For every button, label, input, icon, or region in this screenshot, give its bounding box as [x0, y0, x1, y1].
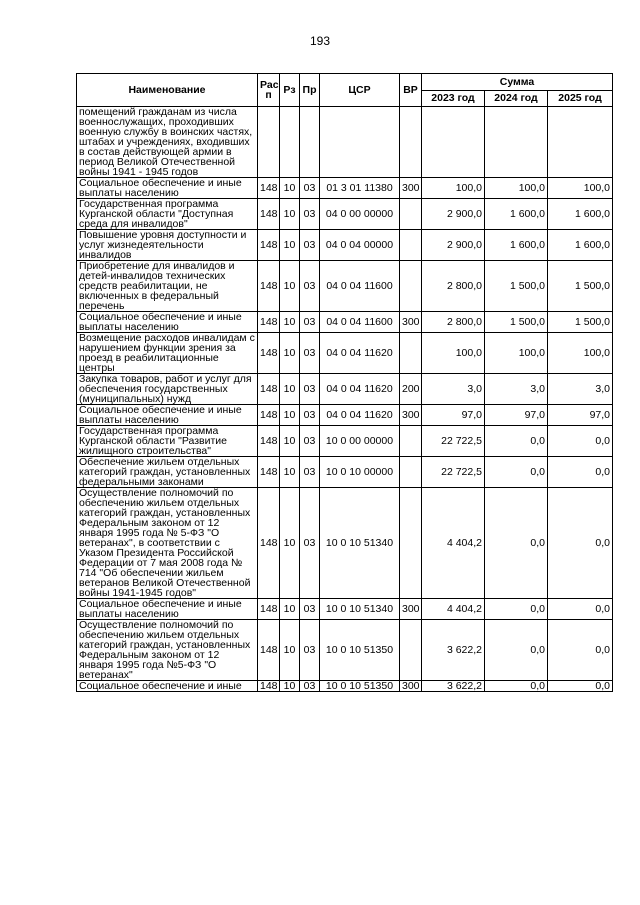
cell-2023: 3 622,2 [422, 620, 485, 681]
table-row [77, 426, 613, 457]
cell-rasp [258, 107, 280, 178]
cell-2023: 2 900,0 [422, 230, 485, 261]
header-csr: ЦСР [320, 74, 400, 107]
cell-2023: 2 900,0 [422, 199, 485, 230]
header-pr: Пр [300, 74, 320, 107]
cell-pr: 03 [300, 333, 320, 374]
cell-2025: 0,0 [548, 681, 613, 692]
cell-name: Социальное обеспечение и иные выплаты населению [77, 599, 258, 620]
cell-rz: 10 [280, 426, 300, 457]
cell-2024: 97,0 [485, 405, 548, 426]
cell-rasp: 148 [258, 178, 280, 199]
cell-2025: 3,0 [548, 374, 613, 405]
cell-name: Повышение уровня доступности и услуг жизнедеятельности инвалидов [77, 230, 258, 261]
cell-name: Осуществление полномочий по обеспечению жильем отдельных категорий граждан, установленных Федеральным законом от 12 января 1995 года № 5-ФЗ "О ветеранах", в соответствии с Указом Президента Российской Федерации от 7 мая 2008 года № 714 "Об обеспечении жильем ветеранов Великой Отечественной войны 1941-1945 годов" [77, 488, 258, 599]
cell-pr: 03 [300, 312, 320, 333]
cell-rasp: 148 [258, 199, 280, 230]
table-row [77, 261, 613, 312]
table-row [77, 199, 613, 230]
cell-rz: 10 [280, 457, 300, 488]
cell-pr: 03 [300, 230, 320, 261]
cell-2023: 100,0 [422, 178, 485, 199]
cell-2024: 1 600,0 [485, 230, 548, 261]
header-vr: ВР [400, 74, 422, 107]
cell-2023: 4 404,2 [422, 599, 485, 620]
cell-csr: 04 0 04 11620 [320, 405, 400, 426]
table-row [77, 333, 613, 374]
cell-pr: 03 [300, 374, 320, 405]
cell-vr: 300 [400, 178, 422, 199]
cell-name: Социальное обеспечение и иные выплаты населению [77, 312, 258, 333]
page-number: 193 [309, 34, 331, 48]
cell-2023: 3,0 [422, 374, 485, 405]
cell-pr: 03 [300, 178, 320, 199]
cell-name: Обеспечение жильем отдельных категорий граждан, установленных федеральными законами [77, 457, 258, 488]
cell-name: Осуществление полномочий по обеспечению жильем отдельных категорий граждан, установленных Федеральным законом от 12 января 1995 года №5-ФЗ "О ветеранах" [77, 620, 258, 681]
cell-name: Приобретение для инвалидов и детей-инвалидов технических средств реабилитации, не включенных в федеральный перечень [77, 261, 258, 312]
cell-csr: 10 0 10 00000 [320, 457, 400, 488]
cell-2024: 1 500,0 [485, 312, 548, 333]
cell-2025: 1 600,0 [548, 230, 613, 261]
cell-csr: 10 0 10 51350 [320, 681, 400, 692]
cell-name: Закупка товаров, работ и услуг для обеспечения государственных (муниципальных) нужд [77, 374, 258, 405]
cell-2023: 3 622,2 [422, 681, 485, 692]
cell-rz [280, 107, 300, 178]
cell-rasp: 148 [258, 261, 280, 312]
cell-2025: 1 600,0 [548, 199, 613, 230]
cell-name: Государственная программа Курганской области "Доступная среда для инвалидов" [77, 199, 258, 230]
table-row [77, 230, 613, 261]
cell-csr: 10 0 10 51350 [320, 620, 400, 681]
cell-2024: 1 500,0 [485, 261, 548, 312]
cell-2024: 0,0 [485, 488, 548, 599]
cell-2023: 2 800,0 [422, 261, 485, 312]
cell-rz: 10 [280, 230, 300, 261]
cell-2023: 22 722,5 [422, 426, 485, 457]
header-rasp: Рас п [258, 74, 280, 107]
cell-2024: 100,0 [485, 333, 548, 374]
table-row [77, 620, 613, 681]
cell-2025: 0,0 [548, 488, 613, 599]
cell-rz: 10 [280, 178, 300, 199]
cell-name: Государственная программа Курганской области "Развитие жилищного строительства" [77, 426, 258, 457]
cell-vr [400, 488, 422, 599]
budget-table [76, 73, 613, 692]
cell-pr: 03 [300, 261, 320, 312]
cell-2023: 97,0 [422, 405, 485, 426]
cell-rasp: 148 [258, 374, 280, 405]
cell-vr [400, 199, 422, 230]
cell-2023: 100,0 [422, 333, 485, 374]
cell-name: Возмещение расходов инвалидам с нарушением функции зрения за проезд в реабилитационные центры [77, 333, 258, 374]
cell-2025: 1 500,0 [548, 261, 613, 312]
cell-vr: 300 [400, 405, 422, 426]
cell-vr [400, 107, 422, 178]
table-row [77, 107, 613, 178]
cell-2025: 100,0 [548, 178, 613, 199]
cell-2025: 1 500,0 [548, 312, 613, 333]
cell-pr: 03 [300, 681, 320, 692]
cell-rasp: 148 [258, 426, 280, 457]
cell-csr: 04 0 04 11620 [320, 333, 400, 374]
cell-2024: 0,0 [485, 426, 548, 457]
cell-csr: 04 0 00 00000 [320, 199, 400, 230]
cell-pr: 03 [300, 426, 320, 457]
cell-2025: 0,0 [548, 457, 613, 488]
table-row [77, 599, 613, 620]
cell-rz: 10 [280, 405, 300, 426]
cell-csr: 10 0 10 51340 [320, 599, 400, 620]
cell-pr [300, 107, 320, 178]
header-name: Наименование [77, 74, 258, 107]
cell-2025: 0,0 [548, 599, 613, 620]
cell-2024: 3,0 [485, 374, 548, 405]
cell-csr [320, 107, 400, 178]
cell-rz: 10 [280, 333, 300, 374]
table-row [77, 312, 613, 333]
cell-2024: 0,0 [485, 599, 548, 620]
table-row [77, 374, 613, 405]
table-row [77, 681, 613, 692]
cell-vr [400, 426, 422, 457]
table-row [77, 178, 613, 199]
cell-csr: 04 0 04 11620 [320, 374, 400, 405]
cell-name: Социальное обеспечение и иные выплаты населению [77, 178, 258, 199]
cell-pr: 03 [300, 488, 320, 599]
cell-vr: 300 [400, 681, 422, 692]
cell-2025: 100,0 [548, 333, 613, 374]
header-2024: 2024 год [485, 90, 548, 107]
cell-rasp: 148 [258, 488, 280, 599]
cell-csr: 04 0 04 00000 [320, 230, 400, 261]
cell-csr: 10 0 10 51340 [320, 488, 400, 599]
cell-2024: 0,0 [485, 457, 548, 488]
cell-rasp: 148 [258, 230, 280, 261]
cell-2025 [548, 107, 613, 178]
cell-name: Социальное обеспечение и иные [77, 681, 258, 692]
cell-rasp: 148 [258, 333, 280, 374]
cell-pr: 03 [300, 620, 320, 681]
cell-vr [400, 230, 422, 261]
cell-rz: 10 [280, 599, 300, 620]
cell-2025: 0,0 [548, 620, 613, 681]
cell-pr: 03 [300, 457, 320, 488]
cell-rz: 10 [280, 374, 300, 405]
cell-rz: 10 [280, 488, 300, 599]
cell-2024: 1 600,0 [485, 199, 548, 230]
cell-vr [400, 457, 422, 488]
cell-2023: 4 404,2 [422, 488, 485, 599]
table-row [77, 405, 613, 426]
cell-2024 [485, 107, 548, 178]
cell-rasp: 148 [258, 599, 280, 620]
cell-2024: 100,0 [485, 178, 548, 199]
cell-2023: 2 800,0 [422, 312, 485, 333]
cell-rz: 10 [280, 312, 300, 333]
cell-vr [400, 333, 422, 374]
header-2025: 2025 год [548, 90, 613, 107]
header-2023: 2023 год [422, 90, 485, 107]
cell-2025: 97,0 [548, 405, 613, 426]
cell-pr: 03 [300, 405, 320, 426]
cell-rz: 10 [280, 261, 300, 312]
cell-rz: 10 [280, 681, 300, 692]
cell-name: Социальное обеспечение и иные выплаты населению [77, 405, 258, 426]
cell-rasp: 148 [258, 457, 280, 488]
cell-rasp: 148 [258, 620, 280, 681]
cell-rasp: 148 [258, 405, 280, 426]
cell-csr: 04 0 04 11600 [320, 261, 400, 312]
cell-csr: 04 0 04 11600 [320, 312, 400, 333]
cell-rz: 10 [280, 620, 300, 681]
cell-csr: 10 0 00 00000 [320, 426, 400, 457]
cell-rasp: 148 [258, 312, 280, 333]
cell-vr: 300 [400, 599, 422, 620]
cell-pr: 03 [300, 599, 320, 620]
cell-pr: 03 [300, 199, 320, 230]
table-row [77, 488, 613, 599]
cell-2024: 0,0 [485, 681, 548, 692]
table-row [77, 457, 613, 488]
cell-vr [400, 261, 422, 312]
header-row [77, 74, 613, 91]
cell-2023 [422, 107, 485, 178]
cell-vr [400, 620, 422, 681]
cell-2025: 0,0 [548, 426, 613, 457]
cell-2024: 0,0 [485, 620, 548, 681]
table-body [77, 107, 613, 692]
cell-2023: 22 722,5 [422, 457, 485, 488]
cell-rz: 10 [280, 199, 300, 230]
cell-name: помещений гражданам из числа военнослужащих, проходивших военную службу в воинских частях, штабах и учреждениях, входивших в состав действующей армии в период Великой Отечественной войны 1941 - 1945 годов [77, 107, 258, 178]
cell-rasp: 148 [258, 681, 280, 692]
header-rz: Рз [280, 74, 300, 107]
cell-vr: 200 [400, 374, 422, 405]
cell-vr: 300 [400, 312, 422, 333]
cell-csr: 01 3 01 11380 [320, 178, 400, 199]
header-sum: Сумма [422, 74, 613, 91]
